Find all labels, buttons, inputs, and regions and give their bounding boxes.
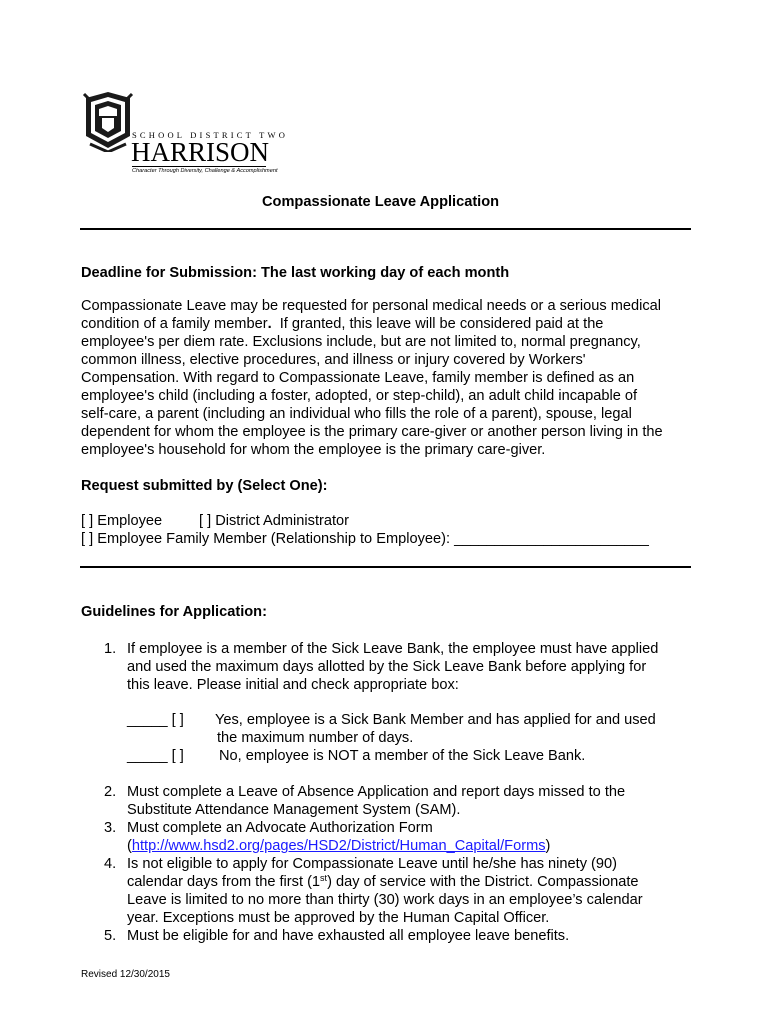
list-number: 3. xyxy=(104,820,117,836)
guidelines-heading: Guidelines for Application: xyxy=(81,604,267,620)
guideline-line: year. Exceptions must be approved by the Human Capital Officer. xyxy=(127,910,550,926)
intro-line: dependent for whom the employee is the primary care-giver or another person living in the xyxy=(81,424,663,440)
intro-line: common illness, elective procedures, and illness or injury covered by Workers' xyxy=(81,352,586,368)
guideline-line xyxy=(127,837,550,855)
yes-option-text xyxy=(215,711,656,747)
list-number: 1. xyxy=(104,641,117,657)
intro-line: Compassionate Leave may be requested for personal medical needs or a serious medical xyxy=(81,298,662,314)
guideline-line xyxy=(127,873,643,891)
district-logo xyxy=(82,90,289,180)
paren: ( xyxy=(127,838,132,854)
guideline-line: Is not eligible to apply for Compassionate Leave until he/she has ninety (90) xyxy=(127,856,617,872)
forms-link[interactable]: http://www.hsd2.org/pages/HSD2/District/Human_Capital/Forms xyxy=(131,838,546,854)
page-title: Compassionate Leave Application xyxy=(262,194,500,210)
list-number: 2. xyxy=(104,784,117,800)
guideline-line: and used the maximum days allotted by the Sick Leave Bank before applying for xyxy=(127,659,647,675)
intro-line: self-care, a parent (including an individual who fills the role of a parent), spouse, legal xyxy=(81,406,632,422)
guideline-item-3 xyxy=(127,819,550,855)
guideline-line: Must complete an Advocate Authorization Form xyxy=(127,820,433,836)
guideline-item-2 xyxy=(127,783,625,819)
intro-line: employee's household for whom the employee is the primary care-giver. xyxy=(81,442,546,458)
superscript: st xyxy=(320,873,328,883)
intro-line: employee's per diem rate. Exclusions include, but are not limited to, normal pregnancy, xyxy=(81,334,641,350)
intro-paragraph xyxy=(81,297,663,459)
logo-rule xyxy=(132,166,266,167)
district-tagline: Character Through Diversity, Challenge & Accomplishment xyxy=(132,168,278,174)
deadline-heading: Deadline for Submission: The last working day of each month xyxy=(81,265,510,281)
guideline-line: If employee is a member of the Sick Leave Bank, the employee must have applied xyxy=(127,641,659,657)
intro-period: . xyxy=(267,316,272,332)
list-number: 5. xyxy=(104,928,117,944)
guideline-line: this leave. Please initial and check appropriate box: xyxy=(127,677,459,693)
list-number: 4. xyxy=(104,856,117,872)
intro-text: If granted, this leave will be considered paid at the xyxy=(271,316,604,332)
guideline-line: Must complete a Leave of Absence Application and report days missed to the xyxy=(127,784,626,800)
employee-checkbox[interactable]: [ ] Employee xyxy=(81,513,163,529)
option-line: Yes, employee is a Sick Bank Member and has applied for and used xyxy=(215,712,656,728)
option-line: the maximum number of days. xyxy=(217,730,414,746)
divider xyxy=(80,228,691,230)
guideline-line: Leave is limited to no more than thirty (30) work days in an employee’s calendar xyxy=(127,892,643,908)
district-line: SCHOOL DISTRICT TWO xyxy=(132,130,289,140)
paren: ) xyxy=(545,838,551,854)
district-admin-checkbox[interactable]: [ ] District Administrator xyxy=(199,513,350,529)
intro-line xyxy=(81,315,663,333)
intro-text: condition of a family member xyxy=(81,316,268,332)
revision-date: Revised 12/30/2015 xyxy=(81,969,170,980)
intro-line: Compensation. With regard to Compassionate Leave, family member is defined as an xyxy=(81,370,635,386)
no-initial-checkbox[interactable]: _____ [ ] xyxy=(127,748,184,764)
no-option-text: No, employee is NOT a member of the Sick Leave Bank. xyxy=(219,748,586,764)
request-heading: Request submitted by (Select One): xyxy=(81,478,328,494)
guideline-text: ) day of service with the District. Compassionate xyxy=(327,874,639,890)
yes-initial-checkbox[interactable]: _____ [ ] xyxy=(127,712,184,728)
district-name: HARRISON xyxy=(131,137,270,167)
intro-line: employee's child (including a foster, adopted, or step-child), an adult child incapable of xyxy=(81,388,638,404)
guideline-item-5: Must be eligible for and have exhausted all employee leave benefits. xyxy=(127,928,570,944)
guideline-text: calendar days from the first (1 xyxy=(127,874,321,890)
guideline-item-1 xyxy=(127,640,658,694)
family-member-checkbox[interactable]: [ ] Employee Family Member (Relationship to Employee): ________________________ xyxy=(81,531,649,547)
divider xyxy=(80,566,691,568)
guideline-line: Substitute Attendance Management System (SAM). xyxy=(127,802,461,818)
guideline-item-4 xyxy=(127,855,643,927)
book-crest-icon xyxy=(82,90,134,152)
